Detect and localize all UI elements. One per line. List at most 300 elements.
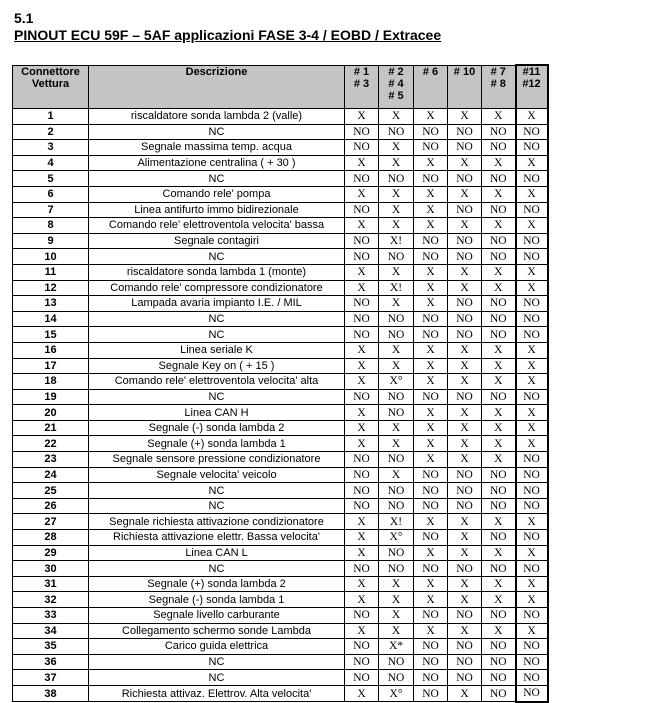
pin-number-cell: 19 (13, 389, 89, 405)
ecu-value-cell: NO (345, 483, 379, 499)
ecu-value-cell: X (379, 467, 414, 483)
pin-number-cell: 38 (13, 685, 89, 701)
ecu-value-cell: X (345, 436, 379, 452)
ecu-value-cell: X! (379, 280, 414, 296)
ecu-value-cell: X (448, 280, 482, 296)
ecu-value-cell: NO (482, 530, 516, 546)
ecu-value-cell: X (482, 545, 516, 561)
header-ecu-2-4-5: # 2 # 4 # 5 (379, 65, 414, 109)
table-row (13, 186, 548, 202)
ecu-value-cell: X (379, 218, 414, 234)
ecu-value-cell: NO (379, 389, 414, 405)
ecu-value-cell: X (414, 452, 448, 468)
ecu-value-cell: NO (414, 654, 448, 670)
ecu-value-cell: NO (345, 561, 379, 577)
ecu-value-cell: X (345, 514, 379, 530)
description-cell: Carico guida elettrica (89, 639, 345, 655)
ecu-value-cell: X (379, 264, 414, 280)
pin-number-cell: 27 (13, 514, 89, 530)
ecu-value-cell: NO (414, 467, 448, 483)
table-row (13, 296, 548, 312)
ecu-value-cell: NO (448, 561, 482, 577)
ecu-value-cell: NO (414, 483, 448, 499)
header-ecu-11-12: #11 #12 (516, 65, 548, 109)
table-row (13, 576, 548, 592)
ecu-value-cell: NO (482, 670, 516, 686)
description-cell: Segnale (-) sonda lambda 2 (89, 420, 345, 436)
table-row (13, 452, 548, 468)
ecu-value-cell: NO (516, 608, 548, 624)
description-cell: Segnale (-) sonda lambda 1 (89, 592, 345, 608)
ecu-value-cell: NO (379, 405, 414, 421)
description-cell: NC (89, 171, 345, 187)
description-cell: NC (89, 389, 345, 405)
table-row (13, 171, 548, 187)
ecu-value-cell: NO (379, 311, 414, 327)
pin-number-cell: 9 (13, 233, 89, 249)
ecu-value-cell: X (379, 186, 414, 202)
ecu-value-cell: X (345, 374, 379, 390)
ecu-value-cell: X (482, 374, 516, 390)
pin-number-cell: 37 (13, 670, 89, 686)
ecu-value-cell: X (482, 592, 516, 608)
ecu-value-cell: X (448, 218, 482, 234)
ecu-value-cell: NO (414, 233, 448, 249)
ecu-value-cell: NO (448, 249, 482, 265)
description-cell: Linea seriale K (89, 342, 345, 358)
ecu-value-cell: NO (448, 639, 482, 655)
ecu-value-cell: X (516, 576, 548, 592)
ecu-value-cell: NO (345, 171, 379, 187)
ecu-value-cell: NO (516, 171, 548, 187)
description-cell: NC (89, 561, 345, 577)
table-row (13, 639, 548, 655)
pin-number-cell: 14 (13, 311, 89, 327)
table-row (13, 685, 548, 701)
ecu-value-cell: NO (414, 327, 448, 343)
ecu-value-cell: NO (345, 670, 379, 686)
ecu-value-cell: X (414, 374, 448, 390)
ecu-value-cell: NO (345, 498, 379, 514)
description-cell: NC (89, 327, 345, 343)
table-row (13, 140, 548, 156)
pin-number-cell: 28 (13, 530, 89, 546)
pin-number-cell: 31 (13, 576, 89, 592)
ecu-value-cell: X (414, 545, 448, 561)
ecu-value-cell: X (448, 436, 482, 452)
ecu-value-cell: X (448, 109, 482, 125)
ecu-value-cell: X (345, 592, 379, 608)
ecu-value-cell: X (516, 218, 548, 234)
header-ecu-7-8: # 7 # 8 (482, 65, 516, 109)
table-row (13, 592, 548, 608)
ecu-value-cell: X (482, 576, 516, 592)
ecu-value-cell: NO (379, 124, 414, 140)
ecu-value-cell: X (414, 342, 448, 358)
description-cell: NC (89, 483, 345, 499)
table-row (13, 670, 548, 686)
header-ecu-1-3: # 1 # 3 (345, 65, 379, 109)
ecu-value-cell: NO (345, 249, 379, 265)
ecu-value-cell: X (482, 109, 516, 125)
ecu-value-cell: X (414, 186, 448, 202)
description-cell: Segnale Key on ( + 15 ) (89, 358, 345, 374)
ecu-value-cell: NO (379, 561, 414, 577)
ecu-value-cell: X (379, 576, 414, 592)
pin-number-cell: 21 (13, 420, 89, 436)
table-row (13, 358, 548, 374)
ecu-value-cell: NO (345, 608, 379, 624)
ecu-value-cell: NO (414, 498, 448, 514)
ecu-value-cell: NO (345, 389, 379, 405)
ecu-value-cell: X (516, 155, 548, 171)
table-row (13, 561, 548, 577)
table-row (13, 109, 548, 125)
ecu-value-cell: X (414, 218, 448, 234)
ecu-value-cell: NO (448, 498, 482, 514)
ecu-value-cell: NO (345, 311, 379, 327)
pin-number-cell: 24 (13, 467, 89, 483)
header-description: Descrizione (89, 65, 345, 109)
ecu-value-cell: X (345, 623, 379, 639)
pin-number-cell: 8 (13, 218, 89, 234)
description-cell: NC (89, 249, 345, 265)
pin-number-cell: 5 (13, 171, 89, 187)
document-title: PINOUT ECU 59F – 5AF applicazioni FASE 3-4 / EOBD / Extracee (14, 27, 442, 43)
ecu-value-cell: NO (482, 639, 516, 655)
ecu-value-cell: X (482, 405, 516, 421)
pin-number-cell: 11 (13, 264, 89, 280)
pin-number-cell: 23 (13, 452, 89, 468)
ecu-value-cell: NO (345, 140, 379, 156)
table-row (13, 264, 548, 280)
ecu-value-cell: X (516, 405, 548, 421)
description-cell: Comando rele' pompa (89, 186, 345, 202)
ecu-value-cell: X (516, 264, 548, 280)
table-row (13, 436, 548, 452)
ecu-value-cell: X (482, 358, 516, 374)
ecu-value-cell: NO (345, 452, 379, 468)
description-cell: NC (89, 670, 345, 686)
ecu-value-cell: NO (379, 452, 414, 468)
ecu-value-cell: NO (516, 467, 548, 483)
pin-number-cell: 30 (13, 561, 89, 577)
table-row (13, 420, 548, 436)
ecu-value-cell: X (516, 374, 548, 390)
ecu-value-cell: X (448, 186, 482, 202)
description-cell: Segnale massima temp. acqua (89, 140, 345, 156)
ecu-value-cell: NO (379, 327, 414, 343)
ecu-value-cell: NO (448, 296, 482, 312)
table-row (13, 218, 548, 234)
ecu-value-cell: X (482, 452, 516, 468)
ecu-value-cell: NO (414, 685, 448, 701)
ecu-value-cell: NO (379, 498, 414, 514)
ecu-value-cell: NO (482, 608, 516, 624)
description-cell: Richiesta attivazione elettr. Bassa velocita' (89, 530, 345, 546)
ecu-value-cell: NO (482, 311, 516, 327)
ecu-value-cell: NO (448, 483, 482, 499)
description-cell: Segnale velocita' veicolo (89, 467, 345, 483)
ecu-value-cell: NO (345, 202, 379, 218)
ecu-value-cell: X (379, 420, 414, 436)
ecu-value-cell: NO (345, 124, 379, 140)
ecu-value-cell: X (414, 280, 448, 296)
ecu-value-cell: NO (414, 124, 448, 140)
ecu-value-cell: X (414, 264, 448, 280)
ecu-value-cell: NO (482, 327, 516, 343)
pin-number-cell: 7 (13, 202, 89, 218)
ecu-value-cell: X (516, 358, 548, 374)
pin-number-cell: 4 (13, 155, 89, 171)
ecu-value-cell: X° (379, 685, 414, 701)
description-cell: Collegamento schermo sonde Lambda (89, 623, 345, 639)
ecu-value-cell: X (516, 109, 548, 125)
pin-number-cell: 15 (13, 327, 89, 343)
pin-number-cell: 1 (13, 109, 89, 125)
ecu-value-cell: NO (482, 498, 516, 514)
table-row (13, 202, 548, 218)
ecu-value-cell: NO (448, 389, 482, 405)
ecu-value-cell: NO (482, 467, 516, 483)
ecu-value-cell: NO (516, 202, 548, 218)
ecu-value-cell: X! (379, 233, 414, 249)
table-row (13, 233, 548, 249)
description-cell: Alimentazione centralina ( + 30 ) (89, 155, 345, 171)
ecu-value-cell: NO (516, 498, 548, 514)
ecu-value-cell: X (482, 280, 516, 296)
ecu-value-cell: X (448, 576, 482, 592)
ecu-value-cell: NO (379, 483, 414, 499)
pin-number-cell: 16 (13, 342, 89, 358)
ecu-value-cell: NO (516, 140, 548, 156)
ecu-value-cell: X (379, 296, 414, 312)
pin-number-cell: 3 (13, 140, 89, 156)
ecu-value-cell: X (414, 514, 448, 530)
pinout-table-body (13, 109, 548, 702)
ecu-value-cell: NO (414, 608, 448, 624)
ecu-value-cell: X (345, 358, 379, 374)
ecu-value-cell: NO (482, 389, 516, 405)
ecu-value-cell: X (345, 264, 379, 280)
description-cell: Segnale richiesta attivazione condizionatore (89, 514, 345, 530)
ecu-value-cell: NO (379, 654, 414, 670)
ecu-value-cell: NO (414, 670, 448, 686)
ecu-value-cell: NO (516, 233, 548, 249)
ecu-value-cell: X (414, 358, 448, 374)
description-cell: NC (89, 311, 345, 327)
ecu-value-cell: X (448, 545, 482, 561)
description-cell: Linea CAN L (89, 545, 345, 561)
table-row (13, 311, 548, 327)
description-cell: Segnale contagiri (89, 233, 345, 249)
ecu-value-cell: X (448, 592, 482, 608)
ecu-value-cell: X (379, 342, 414, 358)
description-cell: Linea CAN H (89, 405, 345, 421)
ecu-value-cell: NO (482, 561, 516, 577)
description-cell: NC (89, 498, 345, 514)
ecu-value-cell: NO (516, 389, 548, 405)
ecu-value-cell: X (379, 592, 414, 608)
ecu-value-cell: X (448, 155, 482, 171)
pin-number-cell: 34 (13, 623, 89, 639)
ecu-value-cell: NO (345, 467, 379, 483)
ecu-value-cell: X (448, 374, 482, 390)
ecu-value-cell: X (448, 530, 482, 546)
pin-number-cell: 18 (13, 374, 89, 390)
ecu-value-cell: NO (482, 140, 516, 156)
ecu-value-cell: NO (482, 654, 516, 670)
ecu-value-cell: NO (482, 124, 516, 140)
ecu-value-cell: X° (379, 374, 414, 390)
ecu-value-cell: NO (345, 639, 379, 655)
ecu-value-cell: NO (482, 171, 516, 187)
ecu-value-cell: X (516, 514, 548, 530)
ecu-value-cell: X (414, 592, 448, 608)
ecu-value-cell: NO (448, 467, 482, 483)
ecu-value-cell: X (448, 514, 482, 530)
ecu-value-cell: NO (516, 296, 548, 312)
pinout-table (12, 64, 549, 703)
header-connector: Connettore Vettura (13, 65, 89, 109)
ecu-value-cell: NO (414, 140, 448, 156)
ecu-value-cell: NO (516, 654, 548, 670)
ecu-value-cell: X (414, 576, 448, 592)
ecu-value-cell: X (345, 155, 379, 171)
description-cell: Comando rele' elettroventola velocita' bassa (89, 218, 345, 234)
ecu-value-cell: NO (516, 483, 548, 499)
ecu-value-cell: NO (345, 654, 379, 670)
ecu-value-cell: X (448, 264, 482, 280)
pin-number-cell: 22 (13, 436, 89, 452)
ecu-value-cell: X (516, 545, 548, 561)
ecu-value-cell: NO (516, 685, 548, 701)
ecu-value-cell: X (414, 436, 448, 452)
ecu-value-cell: NO (448, 311, 482, 327)
ecu-value-cell: X (345, 405, 379, 421)
ecu-value-cell: NO (448, 233, 482, 249)
pin-number-cell: 26 (13, 498, 89, 514)
ecu-value-cell: NO (448, 171, 482, 187)
section-number: 5.1 (14, 10, 34, 26)
table-row (13, 155, 548, 171)
ecu-value-cell: NO (414, 249, 448, 265)
description-cell: Segnale livello carburante (89, 608, 345, 624)
ecu-value-cell: X (345, 342, 379, 358)
ecu-value-cell: NO (516, 327, 548, 343)
pin-number-cell: 25 (13, 483, 89, 499)
description-cell: Lampada avaria impianto I.E. / MIL (89, 296, 345, 312)
ecu-value-cell: X (379, 109, 414, 125)
table-row (13, 374, 548, 390)
ecu-value-cell: X (345, 420, 379, 436)
ecu-value-cell: NO (414, 311, 448, 327)
table-row (13, 280, 548, 296)
ecu-value-cell: X (345, 218, 379, 234)
ecu-value-cell: X (414, 155, 448, 171)
ecu-value-cell: X (414, 405, 448, 421)
ecu-value-cell: NO (345, 296, 379, 312)
pin-number-cell: 35 (13, 639, 89, 655)
description-cell: Segnale sensore pressione condizionatore (89, 452, 345, 468)
ecu-value-cell: NO (379, 249, 414, 265)
ecu-value-cell: X (516, 186, 548, 202)
ecu-value-cell: X (379, 436, 414, 452)
table-row (13, 514, 548, 530)
ecu-value-cell: X (516, 342, 548, 358)
ecu-value-cell: NO (448, 654, 482, 670)
ecu-value-cell: X (516, 592, 548, 608)
table-row (13, 530, 548, 546)
ecu-value-cell: NO (516, 670, 548, 686)
ecu-value-cell: X (482, 264, 516, 280)
pin-number-cell: 10 (13, 249, 89, 265)
ecu-value-cell: X (482, 623, 516, 639)
ecu-value-cell: X (482, 155, 516, 171)
ecu-value-cell: NO (345, 327, 379, 343)
ecu-value-cell: X (345, 576, 379, 592)
ecu-value-cell: X (448, 623, 482, 639)
ecu-value-cell: X (448, 342, 482, 358)
description-cell: riscaldatore sonda lambda 1 (monte) (89, 264, 345, 280)
header-ecu-6: # 6 (414, 65, 448, 109)
ecu-value-cell: NO (516, 561, 548, 577)
ecu-value-cell: X (414, 623, 448, 639)
ecu-value-cell: X (482, 186, 516, 202)
pin-number-cell: 6 (13, 186, 89, 202)
ecu-value-cell: X (379, 608, 414, 624)
ecu-value-cell: X (482, 514, 516, 530)
ecu-value-cell: X (379, 140, 414, 156)
ecu-value-cell: NO (414, 639, 448, 655)
ecu-value-cell: NO (482, 296, 516, 312)
table-row (13, 654, 548, 670)
ecu-value-cell: X (345, 685, 379, 701)
pin-number-cell: 17 (13, 358, 89, 374)
ecu-value-cell: NO (516, 311, 548, 327)
ecu-value-cell: NO (448, 124, 482, 140)
ecu-value-cell: X (448, 358, 482, 374)
pin-number-cell: 13 (13, 296, 89, 312)
description-cell: Comando rele' compressore condizionatore (89, 280, 345, 296)
table-row (13, 327, 548, 343)
ecu-value-cell: X (516, 420, 548, 436)
ecu-value-cell: X (482, 218, 516, 234)
ecu-value-cell: X (345, 186, 379, 202)
ecu-value-cell: X° (379, 530, 414, 546)
table-row (13, 342, 548, 358)
ecu-value-cell: NO (482, 202, 516, 218)
ecu-value-cell: X (516, 436, 548, 452)
ecu-value-cell: NO (482, 233, 516, 249)
table-row (13, 545, 548, 561)
ecu-value-cell: X (448, 685, 482, 701)
ecu-value-cell: X (448, 452, 482, 468)
table-row (13, 389, 548, 405)
ecu-value-cell: NO (516, 530, 548, 546)
ecu-value-cell: X (345, 109, 379, 125)
table-row (13, 623, 548, 639)
pin-number-cell: 32 (13, 592, 89, 608)
ecu-value-cell: NO (414, 530, 448, 546)
header-ecu-10: # 10 (448, 65, 482, 109)
pin-number-cell: 20 (13, 405, 89, 421)
ecu-value-cell: NO (448, 327, 482, 343)
table-row (13, 124, 548, 140)
ecu-value-cell: NO (414, 561, 448, 577)
pin-number-cell: 36 (13, 654, 89, 670)
ecu-value-cell: X (379, 623, 414, 639)
